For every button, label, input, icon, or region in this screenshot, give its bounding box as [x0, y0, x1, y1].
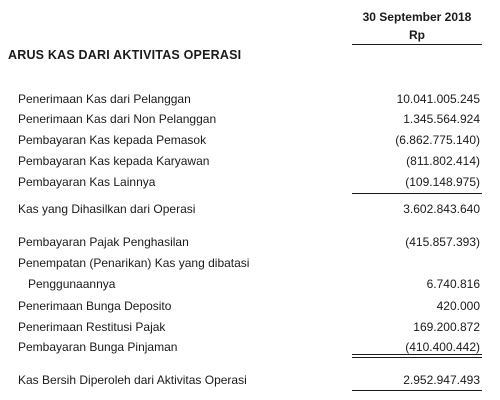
statement-row: [18, 110, 482, 128]
total-row: [18, 371, 482, 389]
row-label: Penerimaan Kas dari Non Pelanggan: [18, 112, 217, 126]
row-value: (410.400.442): [405, 340, 480, 354]
statement-row: [18, 275, 482, 293]
period-header: 30 September 2018: [362, 10, 472, 24]
row-value: (415.857.393): [405, 235, 480, 249]
row-value: 1.345.564.924: [403, 112, 480, 126]
row-value: 10.041.005.245: [396, 92, 480, 106]
row-label: Pembayaran Kas kepada Pemasok: [18, 133, 207, 147]
row-label: Penerimaan Bunga Deposito: [18, 299, 172, 313]
row-value: 420.000: [436, 299, 480, 313]
statement-row: [18, 173, 482, 191]
total-underline: [352, 390, 482, 391]
row-value: 6.740.816: [426, 277, 480, 291]
subtotal-rule: [352, 193, 482, 194]
row-label: Pembayaran Pajak Penghasilan: [18, 235, 189, 249]
currency-header: Rp: [352, 28, 482, 45]
row-value: (6.862.775.140): [395, 133, 480, 147]
row-label: Pembayaran Kas Lainnya: [18, 175, 156, 189]
statement-row: [18, 131, 482, 149]
row-value: 169.200.872: [413, 320, 480, 334]
statement-row: [18, 318, 482, 336]
statement-row: [18, 90, 482, 108]
row-label: Penempatan (Penarikan) Kas yang dibatasi: [18, 256, 250, 270]
statement-row: [18, 152, 482, 170]
statement-row: [18, 254, 482, 272]
row-value: 3.602.843.640: [403, 202, 480, 216]
row-label: Penggunaannya: [28, 277, 116, 291]
total-rule: [352, 354, 482, 358]
row-value: (109.148.975): [405, 175, 480, 189]
row-value: (811.802.414): [406, 154, 480, 168]
row-label: Penerimaan Restitusi Pajak: [18, 320, 166, 334]
row-label: Penerimaan Kas dari Pelanggan: [18, 92, 191, 106]
subtotal-row: [18, 200, 482, 218]
statement-row: [18, 233, 482, 251]
row-label: Kas yang Dihasilkan dari Operasi: [18, 202, 196, 216]
row-label: Pembayaran Bunga Pinjaman: [18, 340, 178, 354]
row-value: 2.952.947.493: [403, 373, 480, 387]
section-title: ARUS KAS DARI AKTIVITAS OPERASI: [8, 48, 242, 62]
row-label: Pembayaran Kas kepada Karyawan: [18, 154, 210, 168]
row-label: Kas Bersih Diperoleh dari Aktivitas Operasi: [18, 373, 247, 387]
statement-row: [18, 297, 482, 315]
